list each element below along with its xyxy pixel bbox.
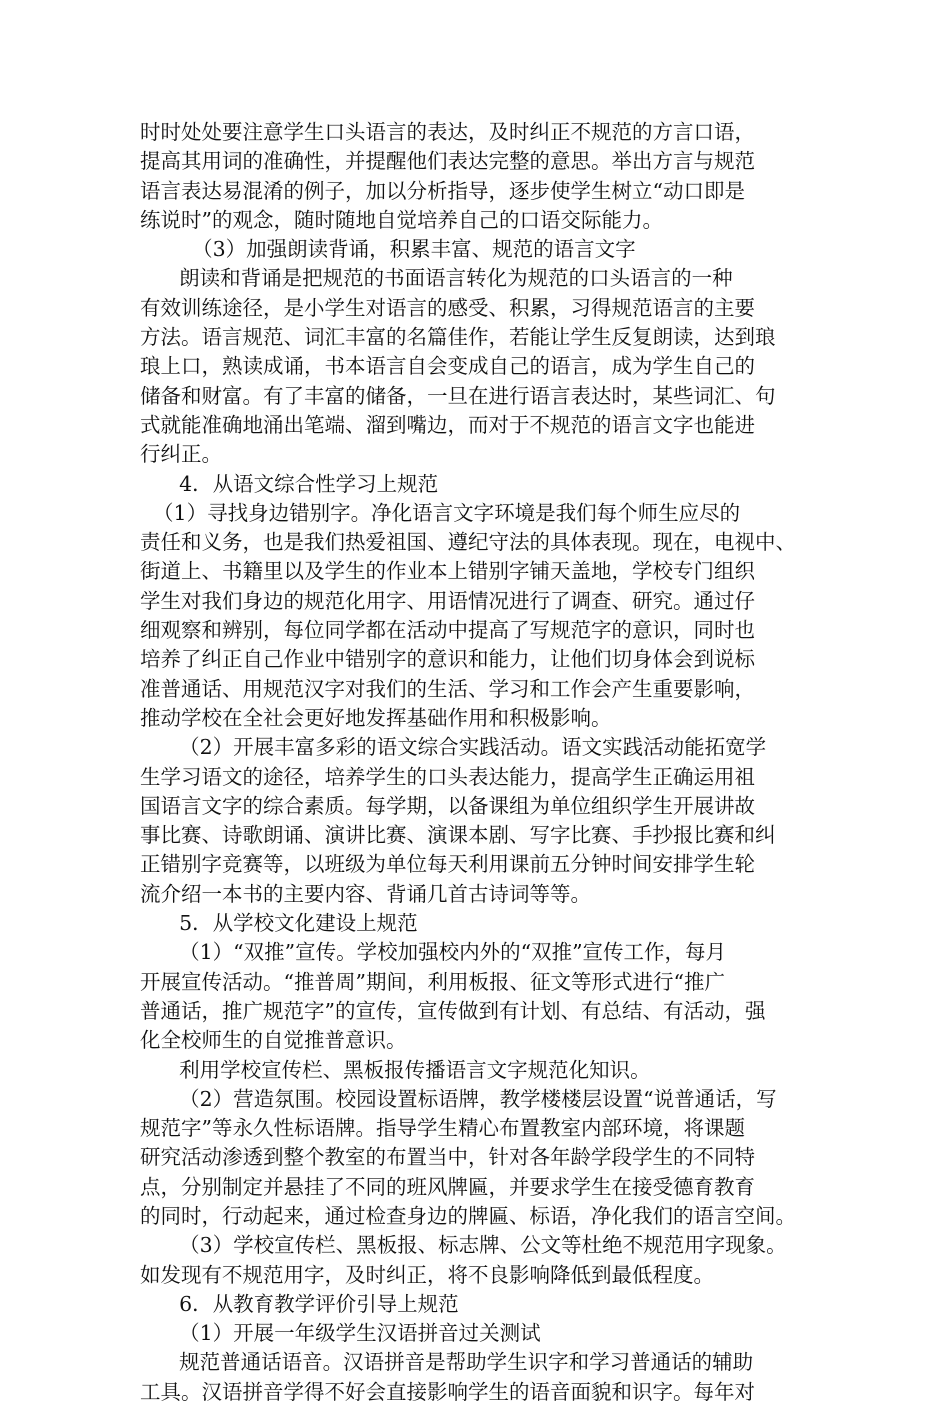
text-line: 工具。汉语拼音学得不好会直接影响学生的语音面貌和识字。每年对 (140, 1379, 755, 1404)
text-line: （3）加强朗读背诵，积累丰富、规范的语言文字 (140, 237, 636, 262)
text-line: 流介绍一本书的主要内容、背诵几首古诗词等等。 (140, 881, 591, 906)
text-line: 细观察和辨别，每位同学都在活动中提高了写规范字的意识，同时也 (140, 618, 755, 643)
text-line: 化全校师生的自觉推普意识。 (140, 1028, 407, 1053)
text-line: 培养了纠正自己作业中错别字的意识和能力，让他们切身体会到说标 (140, 647, 755, 672)
text-line: 5．从学校文化建设上规范 (140, 911, 418, 936)
text-line: 6．从教育教学评价引导上规范 (140, 1291, 459, 1316)
text-line: 学生对我们身边的规范化用字、用语情况进行了调查、研究。通过仔 (140, 588, 755, 613)
text-line: 国语言文字的综合素质。每学期，以备课组为单位组织学生开展讲故 (140, 793, 755, 818)
text-line: 利用学校宣传栏、黑板报传播语言文字规范化知识。 (140, 1057, 651, 1082)
text-line: （2）开展丰富多彩的语文综合实践活动。语文实践活动能拓宽学 (140, 735, 767, 760)
text-line: 规范字”等永久性标语牌。指导学生精心布置教室内部环境，将课题 (140, 1116, 745, 1141)
text-line: 事比赛、诗歌朗诵、演讲比赛、演课本剧、写字比赛、手抄报比赛和纠 (140, 823, 776, 848)
text-line: （1）寻找身边错别字。净化语言文字环境是我们每个师生应尽的 (140, 500, 741, 525)
text-line: 街道上、书籍里以及学生的作业本上错别字铺天盖地，学校专门组织 (140, 559, 755, 584)
body-text (140, 118, 812, 1407)
text-line: 责任和义务，也是我们热爱祖国、遵纪守法的具体表现。现在，电视中、 (140, 530, 796, 555)
text-line: 练说时”的观念，随时随地自觉培养自己的口语交际能力。 (140, 207, 663, 232)
text-line: 式就能准确地涌出笔端、溜到嘴边，而对于不规范的语言文字也能进 (140, 412, 755, 437)
text-line: 正错别字竞赛等，以班级为单位每天利用课前五分钟时间安排学生轮 (140, 852, 755, 877)
text-line: 研究活动渗透到整个教室的布置当中，针对各年龄学段学生的不同特 (140, 1145, 755, 1170)
text-line: 的同时，行动起来，通过检查身边的牌匾、标语，净化我们的语言空间。 (140, 1203, 796, 1228)
text-line: 琅上口，熟读成诵，书本语言自会变成自己的语言，成为学生自己的 (140, 354, 755, 379)
text-line: 提高其用词的准确性，并提醒他们表达完整的意思。举出方言与规范 (140, 149, 755, 174)
text-line: （2）营造氛围。校园设置标语牌，教学楼楼层设置“说普通话，写 (140, 1086, 777, 1111)
text-line: 有效训练途径，是小学生对语言的感受、积累，习得规范语言的主要 (140, 295, 755, 320)
text-line: 生学习语文的途径，培养学生的口头表达能力，提高学生正确运用祖 (140, 764, 755, 789)
text-line: 时时处处要注意学生口头语言的表达，及时纠正不规范的方言口语， (140, 120, 755, 144)
text-line: 方法。语言规范、词汇丰富的名篇佳作，若能让学生反复朗读，达到琅 (140, 325, 776, 350)
text-line: 开展宣传活动。“推普周”期间，利用板报、征文等形式进行“推广 (140, 969, 725, 994)
text-line: 4．从语文综合性学习上规范 (140, 471, 439, 496)
text-line: 准普通话、用规范汉字对我们的生活、学习和工作会产生重要影响， (140, 676, 755, 701)
text-line: 推动学校在全社会更好地发挥基础作用和积极影响。 (140, 705, 612, 730)
text-line: 语言表达易混淆的例子，加以分析指导，逐步使学生树立“动口即是 (140, 178, 745, 203)
text-line: 行纠正。 (140, 442, 222, 467)
text-line: 储备和财富。有了丰富的储备，一旦在进行语言表达时，某些词汇、句 (140, 383, 776, 408)
text-line: 点，分别制定并悬挂了不同的班风牌匾，并要求学生在接受德育教育 (140, 1174, 755, 1199)
text-line: 如发现有不规范用字，及时纠正，将不良影响降低到最低程度。 (140, 1262, 714, 1287)
text-line: （1）开展一年级学生汉语拼音过关测试 (140, 1321, 541, 1346)
text-line: （3）学校宣传栏、黑板报、标志牌、公文等杜绝不规范用字现象。 (140, 1233, 787, 1258)
text-line: 朗读和背诵是把规范的书面语言转化为规范的口头语言的一种 (140, 266, 733, 291)
text-line: 普通话，推广规范字”的宣传，宣传做到有计划、有总结、有活动，强 (140, 998, 766, 1023)
text-line: 规范普通话语音。汉语拼音是帮助学生识字和学习普通话的辅助 (140, 1350, 754, 1375)
text-line: （1）“双推”宣传。学校加强校内外的“双推”宣传工作，每月 (140, 940, 727, 965)
